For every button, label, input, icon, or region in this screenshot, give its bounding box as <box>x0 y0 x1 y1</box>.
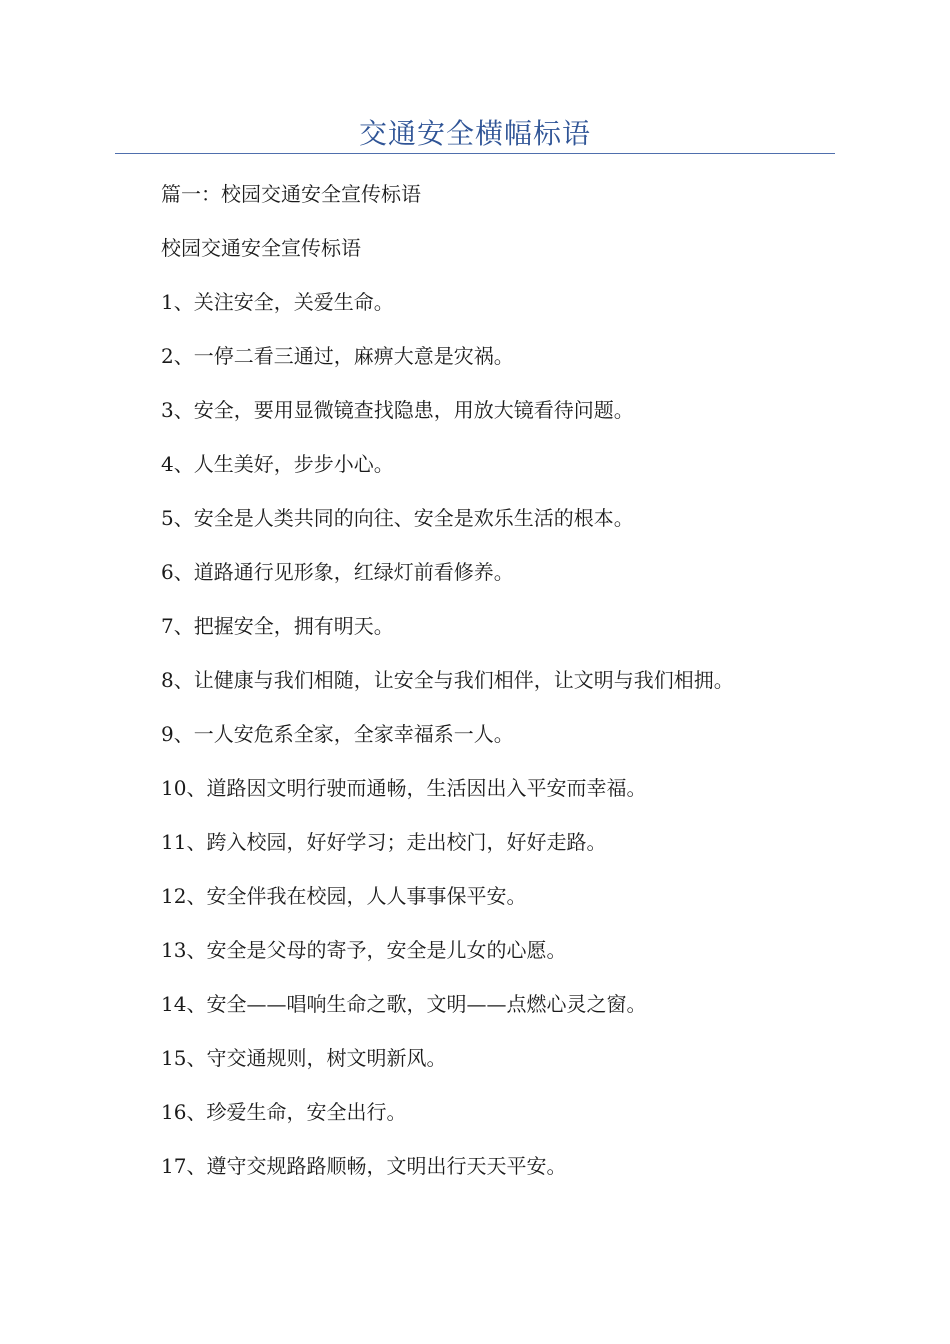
document-body <box>161 172 841 1198</box>
list-item: 13、安全是父母的寄予，安全是儿女的心愿。 <box>161 938 567 962</box>
list-item: 11、跨入校园，好好学习；走出校门，好好走路。 <box>161 830 607 854</box>
list-item: 10、道路因文明行驶而通畅，生活因出入平安而幸福。 <box>161 776 647 800</box>
subheading: 校园交通安全宣传标语 <box>161 236 361 260</box>
list-item: 12、安全伴我在校园，人人事事保平安。 <box>161 884 527 908</box>
list-item: 7、把握安全，拥有明天。 <box>161 614 394 638</box>
document-title: 交通安全横幅标语 <box>358 117 591 150</box>
list-item: 6、道路通行见形象，红绿灯前看修养。 <box>161 560 514 584</box>
list-item: 8、让健康与我们相随，让安全与我们相伴，让文明与我们相拥。 <box>161 668 734 692</box>
list-item: 16、珍爱生命，安全出行。 <box>161 1100 407 1124</box>
list-item: 15、守交通规则，树文明新风。 <box>161 1046 447 1070</box>
list-item: 4、人生美好，步步小心。 <box>161 452 394 476</box>
list-item: 17、遵守交规路路顺畅，文明出行天天平安。 <box>161 1154 567 1178</box>
list-item: 14、安全——唱响生命之歌，文明——点燃心灵之窗。 <box>161 992 647 1016</box>
list-item: 1、关注安全，关爱生命。 <box>161 290 394 314</box>
title-underline <box>115 153 835 154</box>
list-item: 3、安全，要用显微镜查找隐患，用放大镜看待问题。 <box>161 398 634 422</box>
section-heading: 篇一：校园交通安全宣传标语 <box>161 182 421 206</box>
list-item: 9、一人安危系全家，全家幸福系一人。 <box>161 722 514 746</box>
list-item: 5、安全是人类共同的向往、安全是欢乐生活的根本。 <box>161 506 634 530</box>
list-item: 2、一停二看三通过，麻痹大意是灾祸。 <box>161 344 514 368</box>
